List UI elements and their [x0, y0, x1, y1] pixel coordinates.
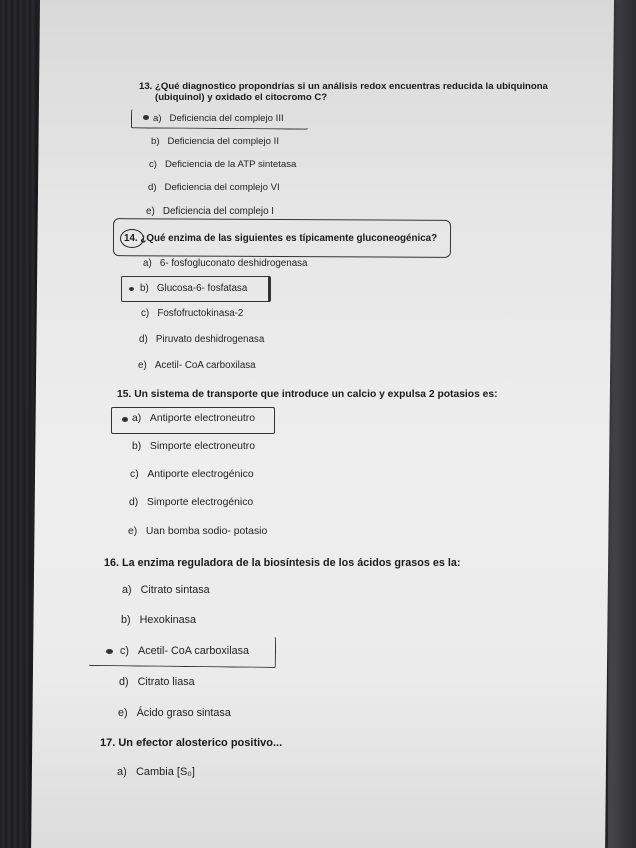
- question-16-text: La enzima reguladora de la biosíntesis de los ácidos grasos es la:: [122, 557, 461, 569]
- question-15-text: Un sistema de transporte que introduce un calcio y expulsa 2 potasios es:: [134, 389, 498, 400]
- answer-mark-13: [143, 115, 149, 120]
- question-13-option-b[interactable]: b) Deficiencia del complejo II: [151, 136, 279, 147]
- question-17-title: [100, 737, 282, 749]
- question-13-option-a[interactable]: a) Deficiencia del complejo III: [153, 113, 284, 124]
- question-17-text: Un efector alosterico positivo...: [118, 737, 283, 749]
- question-16-option-a[interactable]: a) Citrato sintasa: [122, 584, 210, 596]
- question-13-option-c[interactable]: c) Deficiencia de la ATP sintetasa: [149, 159, 297, 170]
- question-16-number: 16.: [104, 557, 120, 569]
- question-15-option-e[interactable]: e) Uan bomba sodio- potasio: [128, 526, 268, 537]
- question-17-option-a[interactable]: a) Cambia [S₀]: [117, 766, 195, 778]
- question-13-number: 13.: [139, 81, 153, 92]
- question-16-title: [104, 557, 460, 569]
- question-15-option-a[interactable]: a) Antiporte electroneutro: [132, 413, 256, 424]
- question-14-option-b[interactable]: b) Glucosa-6- fosfatasa: [140, 283, 248, 294]
- question-14-option-a[interactable]: a) 6- fosfogluconato deshidrogenasa: [143, 258, 308, 269]
- question-14-number: 14.: [124, 233, 138, 244]
- question-14-text: ¿Qué enzima de las siguientes es típicamente gluconeogénica?: [140, 233, 438, 244]
- question-15-option-d[interactable]: d) Simporte electrogénico: [129, 497, 254, 508]
- question-17-number: 17.: [100, 737, 116, 749]
- question-16-option-e[interactable]: e) Ácido graso sintasa: [118, 707, 231, 719]
- question-15-option-b[interactable]: b) Simporte electroneutro: [132, 441, 256, 452]
- question-13-title: [139, 81, 548, 92]
- question-14-option-d[interactable]: d) Piruvato deshidrogenasa: [139, 334, 265, 345]
- question-16-option-c[interactable]: c) Acetil- CoA carboxilasa: [120, 645, 250, 657]
- answer-mark-14: [129, 287, 134, 291]
- question-15-number: 15.: [117, 389, 132, 400]
- question-16-option-d[interactable]: d) Citrato liasa: [119, 676, 195, 688]
- question-15-title: [117, 389, 498, 400]
- question-13-option-e[interactable]: e) Deficiencia del complejo I: [146, 206, 274, 217]
- question-14-option-e[interactable]: e) Acetil- CoA carboxilasa: [138, 360, 256, 371]
- question-13-option-d[interactable]: d) Deficiencia del complejo VI: [148, 182, 280, 193]
- question-16-option-b[interactable]: b) Hexokinasa: [121, 614, 197, 626]
- question-15-option-c[interactable]: c) Antiporte electrogénico: [130, 469, 254, 480]
- answer-mark-15: [122, 417, 128, 422]
- question-14-title: [124, 233, 437, 244]
- question-13-title-line2: (ubiquinol) y oxidado el citocromo C?: [155, 92, 328, 103]
- question-13-text-line1: ¿Qué diagnostico propondrías si un análisis redox encuentras reducida la ubiquinona: [155, 81, 548, 92]
- question-14-option-c[interactable]: c) Fosfofructokinasa-2: [141, 308, 244, 319]
- answer-mark-16: [106, 649, 113, 654]
